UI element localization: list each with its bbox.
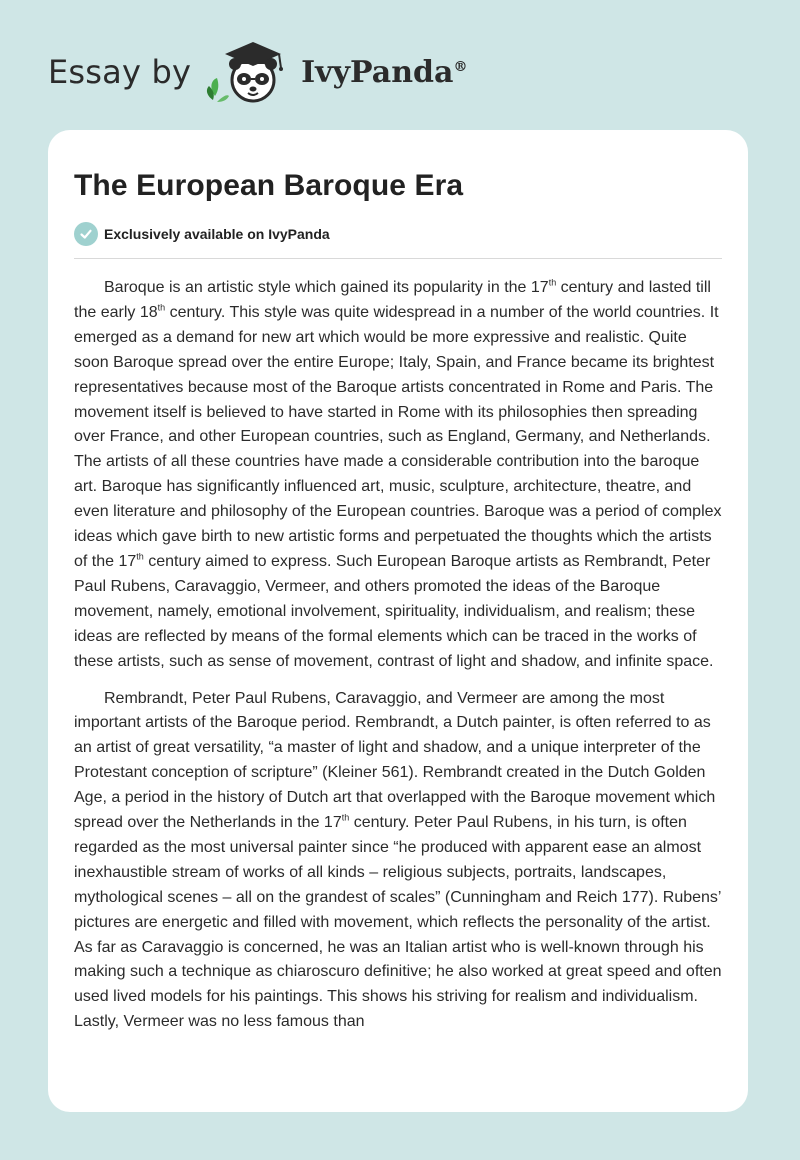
brand-name[interactable]: IvyPanda® — [301, 54, 468, 90]
exclusive-badge — [74, 220, 722, 248]
superscript: th — [548, 277, 557, 288]
paragraph-text: Rembrandt, Peter Paul Rubens, Caravaggio, and Vermeer are among the most important artists of the Baroque period. Rembrandt, a Dutch painter, is often referred to as an artist of great versatility, “a master of light and shadow, and a unique interpreter of the Protestant conception of scripture” (Kleiner 561). Rembrandt created in the Dutch Golden Age, a period in the history of Dutch art that overlapped with the Baroque movement which spread over the Netherlands in the 17 — [74, 689, 716, 832]
essay-paragraph — [74, 276, 722, 675]
exclusive-badge-label: Exclusively available on IvyPanda — [104, 226, 330, 242]
paragraph-text: century. Peter Paul Rubens, in his turn, is often regarded as the most universal painter since “he produced with apparent ease an almost inexhaustible stream of works of all kinds – religious subjects, portraits, landscapes, mythological scenes – all on the grandest of scales” (Cunningham and Reich 177). Rubens’ pictures are energetic and filled with movement, which reflects the personality of the artist. As far as Caravaggio is concerned, he was an Italian artist who is well-known through his making such a technique as chiaroscuro definitive; he also worked at great speed and often used lived models for his paintings. This shows his striving for realism and individualism. Lastly, Vermeer was no less famous than — [74, 814, 722, 1031]
paragraph-text: century and lasted till the early 18 — [74, 279, 711, 321]
divider — [74, 258, 722, 259]
check-icon — [74, 222, 98, 246]
superscript: th — [157, 302, 166, 313]
paragraph-text: century. This style was quite widespread in a number of the world countries. It emerged as a demand for new art which would be more expressive and realistic. Quite soon Baroque spread over the entire Europe; Italy, Spain, and France became its brightest representatives because most of the Baroque artists concentrated in Rome and Paris. The movement itself is believed to have started in Rome with its philosophies then spreading over France, and other European countries, such as England, Germany, and Netherlands. The artists of all these countries have made a considerable contribution into the baroque art. Baroque has significantly influenced art, music, sculpture, architecture, theatre, and even literature and philosophy of the European countries. Baroque was a period of complex ideas which gave birth to new artistic forms and perpetuated the thoughts which the artists of the 17 — [74, 303, 722, 570]
superscript: th — [341, 812, 350, 823]
essay-card — [48, 130, 748, 1112]
essay-body — [74, 276, 722, 1035]
panda-graduate-icon[interactable] — [203, 36, 299, 108]
paragraph-text: century aimed to express. Such European Baroque artists as Rembrandt, Peter Paul Rubens, Caravaggio, Vermeer, and others promoted the ideas of the Baroque movement, namely, emotional involvement, spirituality, individualism, and realism; these ideas are reflected by means of the formal elements which can be traced in the works of these artists, such as sense of movement, contrast of light and shadow, and infinite space. — [74, 552, 714, 670]
site-header — [48, 36, 467, 108]
page-title: The European Baroque Era — [74, 169, 464, 202]
essay-by-label: Essay by — [48, 53, 192, 91]
essay-paragraph — [74, 687, 722, 1036]
paragraph-text: Baroque is an artistic style which gained its popularity in the 17 — [104, 279, 549, 296]
registered-mark: ® — [453, 58, 468, 75]
superscript: th — [136, 551, 144, 562]
